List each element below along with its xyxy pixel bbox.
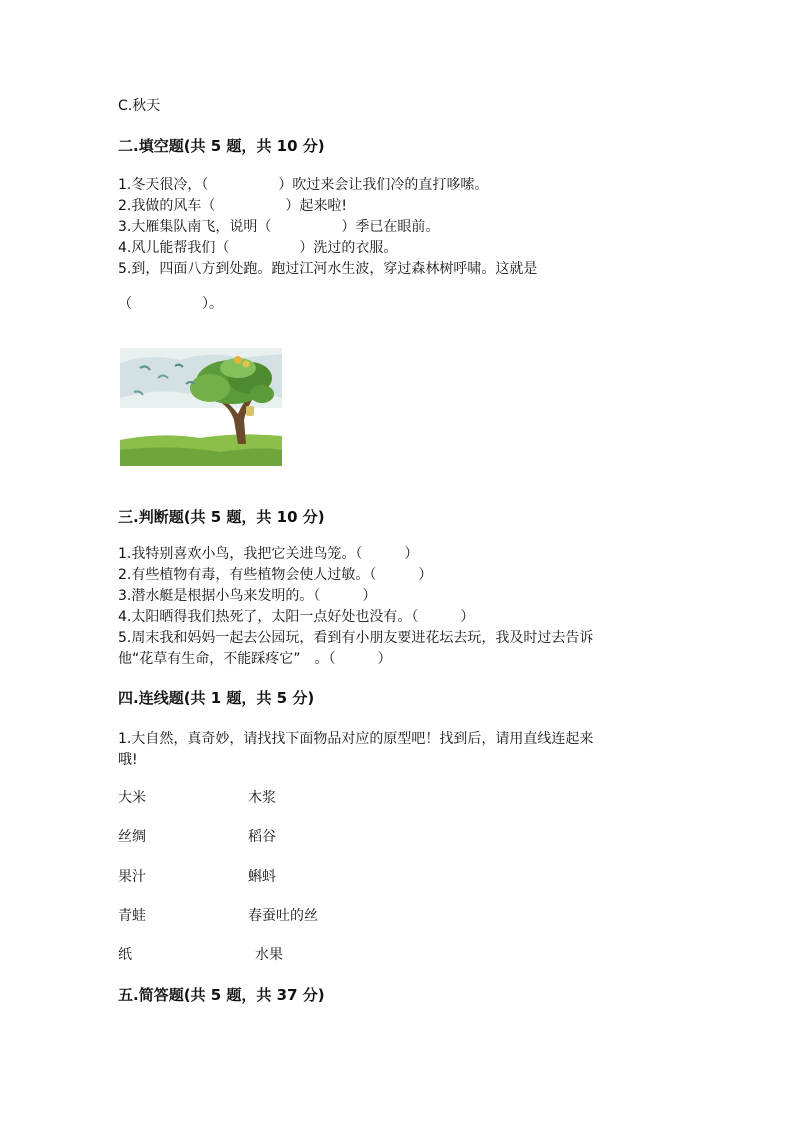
matching-left-item: 丝绸 bbox=[118, 829, 146, 845]
fill-blank-item-5-answer: （ ）。 bbox=[118, 296, 223, 312]
bird bbox=[234, 356, 242, 364]
fill-blank-item-4: 4.风儿能帮我们（ ）洗过的衣服。 bbox=[118, 240, 398, 256]
section-4-heading: 四.连线题(共 1 题，共 5 分) bbox=[118, 689, 315, 707]
birdhouse bbox=[246, 406, 254, 416]
matching-right-item: 蝌蚪 bbox=[248, 869, 276, 885]
true-false-item-5: 5.周末我和妈妈一起去公园玩，看到有小朋友要进花坛去玩，我及时过去告诉 bbox=[118, 630, 594, 646]
true-false-item-3: 3.潜水艇是根据小鸟来发明的。（ ） bbox=[118, 588, 377, 604]
true-false-item-5-cont: 他“花草有生命，不能踩疼它” 。（ ） bbox=[118, 651, 392, 667]
matching-left-item: 青蛙 bbox=[118, 908, 146, 924]
matching-right-item: 春蚕吐的丝 bbox=[248, 908, 318, 924]
matching-right-item: 木浆 bbox=[248, 790, 276, 806]
matching-right-item: 水果 bbox=[255, 947, 283, 963]
tree-illustration bbox=[120, 348, 282, 466]
true-false-item-1: 1.我特别喜欢小鸟，我把它关进鸟笼。（ ） bbox=[118, 546, 419, 562]
fill-blank-item-2: 2.我做的风车（ ）起来啦! bbox=[118, 198, 347, 214]
matching-question-line-1: 1.大自然，真奇妙，请找找下面物品对应的原型吧！找到后，请用直线连起来 bbox=[118, 731, 594, 747]
matching-question-line-2: 哦! bbox=[118, 752, 138, 768]
section-5-heading: 五.简答题(共 5 题，共 37 分) bbox=[118, 986, 325, 1004]
section-3-heading: 三.判断题(共 5 题，共 10 分) bbox=[118, 508, 325, 526]
previous-answer-option: C.秋天 bbox=[118, 98, 161, 114]
fill-blank-item-3: 3.大雁集队南飞，说明（ ）季已在眼前。 bbox=[118, 219, 440, 235]
matching-left-item: 大米 bbox=[118, 790, 146, 806]
fill-blank-item-1: 1.冬天很冷，（ ）吹过来会让我们冷的直打哆嗦。 bbox=[118, 177, 489, 193]
true-false-item-2: 2.有些植物有毒，有些植物会使人过敏。（ ） bbox=[118, 567, 433, 583]
section-2-heading: 二.填空题(共 5 题，共 10 分) bbox=[118, 137, 325, 155]
matching-left-item: 果汁 bbox=[118, 869, 146, 885]
matching-left-item: 纸 bbox=[118, 947, 132, 963]
fill-blank-item-5: 5.到，四面八方到处跑。跑过江河水生波，穿过森林树呼啸。这就是 bbox=[118, 261, 538, 277]
true-false-item-4: 4.太阳晒得我们热死了，太阳一点好处也没有。（ ） bbox=[118, 609, 475, 625]
matching-right-item: 稻谷 bbox=[248, 829, 276, 845]
